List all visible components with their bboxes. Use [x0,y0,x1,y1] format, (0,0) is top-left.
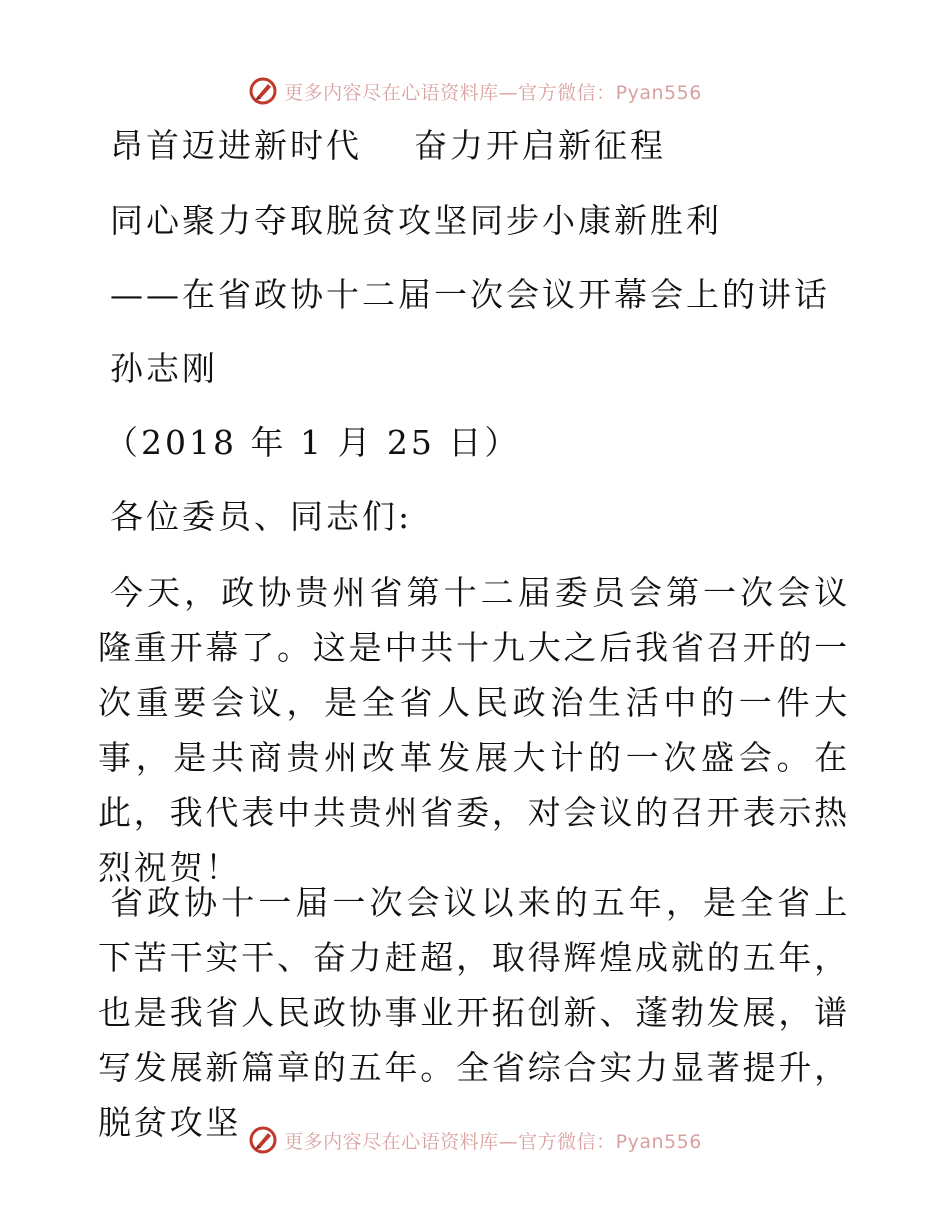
title-line-1 [110,126,666,166]
paragraph-2: 省政协十一届一次会议以来的五年，是全省上下苦干实干、奋力赶超，取得辉煌成就的五年，也是我省人民政协事业开拓创新、蓬勃发展，谱写发展新篇章的五年。全省综合实力显著提升，脱贫攻坚 [98,883,850,1142]
paragraph-1: 今天，政协贵州省第十二届委员会第一次会议隆重开幕了。这是中共十九大之后我省召开的一次重要会议，是全省人民政治生活中的一件大事，是共商贵州改革发展大计的一次盛会。在此，我代表中共贵州省委，对会议的召开表示热烈祝贺！ [98,573,850,887]
title-part-1: 昂首迈进新时代 [110,126,362,165]
pen-logo-icon [248,76,278,106]
watermark-text: 更多内容尽在心语资料库—官方微信：Pyan556 [284,81,702,104]
pen-logo-icon [248,1125,278,1155]
author: 孙志刚 [110,349,218,388]
title-line-2: 同心聚力夺取脱贫攻坚同步小康新胜利 [110,201,722,240]
title-part-2: 奋力开启新征程 [414,126,666,165]
footer-watermark [0,1120,950,1160]
header-watermark [0,71,950,111]
salutation: 各位委员、同志们: [110,497,413,536]
subtitle: ——在省政协十二届一次会议开幕会上的讲话 [110,275,830,314]
watermark-text: 更多内容尽在心语资料库—官方微信：Pyan556 [284,1130,702,1153]
date: （2018 年 1 月 25 日） [105,423,521,462]
